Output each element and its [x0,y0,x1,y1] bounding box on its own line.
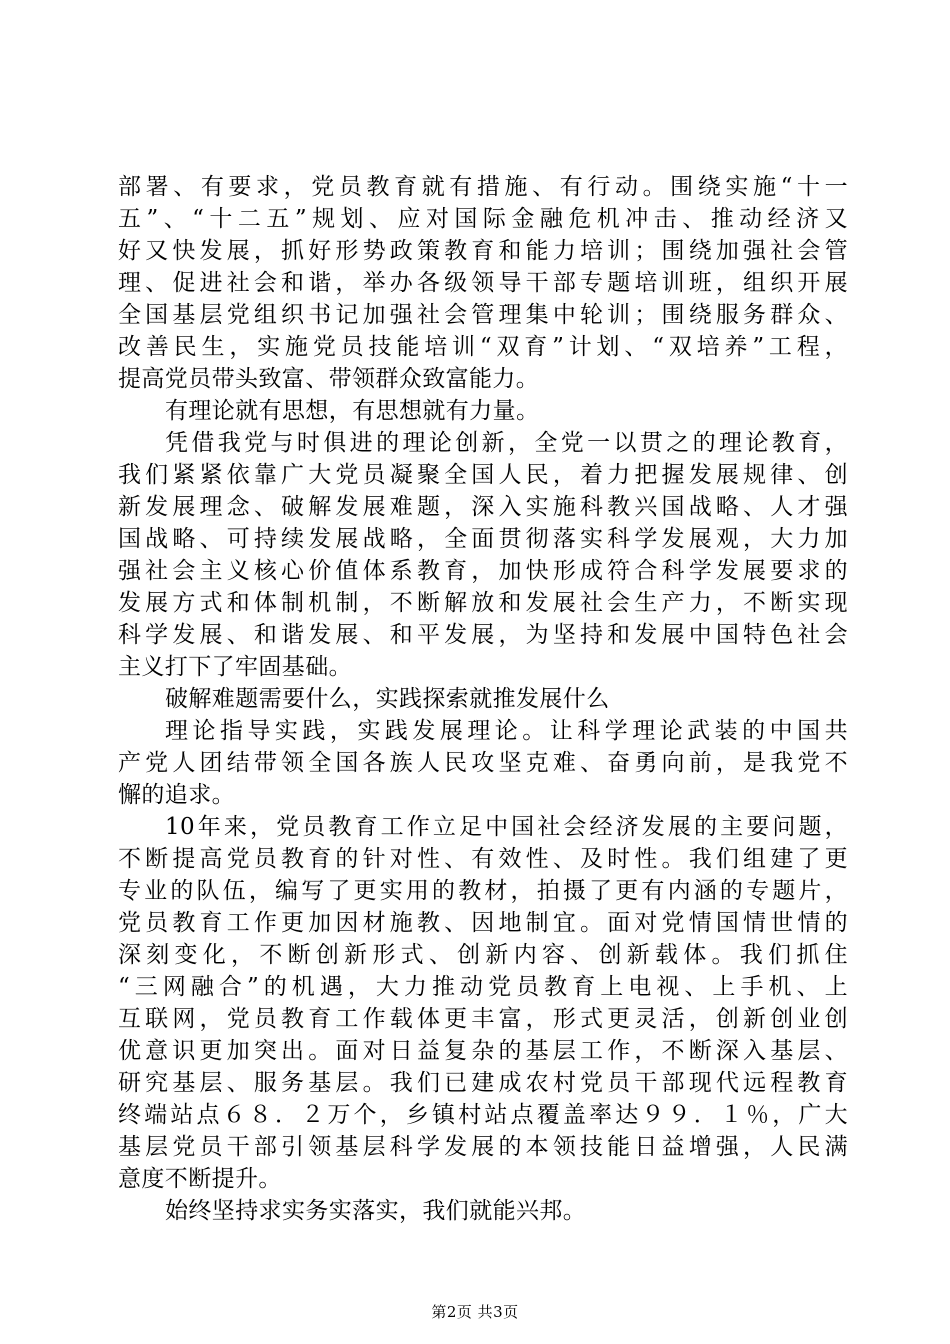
text-line: 五”、“十二五”规划、应对国际金融危机冲击、推动经济又 [118,206,848,232]
text-line: 产党人团结带领全国各族人民攻坚克难、奋勇向前，是我党不 [118,750,848,776]
text-line: 主义打下了牢固基础。 [118,654,352,680]
text-line: 懈的追求。 [118,782,235,808]
text-line: 基层党员干部引领基层科学发展的本领技能日益增强，人民满 [118,1134,848,1160]
text-line: 我们紧紧依靠广大党员凝聚全国人民，着力把握发展规律、创 [118,462,848,488]
text-line: 科学发展、和谐发展、和平发展，为坚持和发展中国特色社会 [118,622,848,648]
text-line: 理、促进社会和谐，举办各级领导干部专题培训班，组织开展 [118,270,848,296]
text-line: 党员教育工作更加因材施教、因地制宜。面对党情国情世情的 [118,910,848,936]
text-line: 优意识更加突出。面对日益复杂的基层工作，不断深入基层、 [118,1038,848,1064]
paragraph-heading: 破解难题需要什么，实践探索就推发展什么 [165,686,610,712]
text-line: “三网融合”的机遇，大力推动党员教育上电视、上手机、上 [118,974,848,1000]
paragraph-heading: 有理论就有思想，有思想就有力量。 [165,398,540,424]
text-line: 凭借我党与时俱进的理论创新，全党一以贯之的理论教育， [165,430,848,456]
text-line: 意度不断提升。 [118,1166,282,1192]
text-line: 新发展理念、破解发展难题，深入实施科教兴国战略、人才强 [118,494,848,520]
text-line: 不断提高党员教育的针对性、有效性、及时性。我们组建了更 [118,846,848,872]
text-line: 互联网，党员教育工作载体更丰富，形式更灵活，创新创业创 [118,1006,848,1032]
text-line: 提高党员带头致富、带领群众致富能力。 [118,366,540,392]
text-line: 终端站点６８．２万个，乡镇村站点覆盖率达９９．１％，广大 [118,1102,848,1128]
paragraph-heading: 始终坚持求实务实落实，我们就能兴邦。 [165,1198,587,1224]
document-body [118,171,848,1227]
text-line: 部署、有要求，党员教育就有措施、有行动。围绕实施“十一 [118,174,848,200]
page-footer: 第2页 共3页 [431,1303,519,1321]
text-line: 好又快发展，抓好形势政策教育和能力培训；围绕加强社会管 [118,238,848,264]
text-line: 全国基层党组织书记加强社会管理集中轮训；围绕服务群众、 [118,302,848,328]
text-line: 国战略、可持续发展战略，全面贯彻落实科学发展观，大力加 [118,526,848,552]
text-line: 理论指导实践，实践发展理论。让科学理论武装的中国共 [165,718,848,744]
text-line: 研究基层、服务基层。我们已建成农村党员干部现代远程教育 [118,1070,848,1096]
text-line: 深刻变化，不断创新形式、创新内容、创新载体。我们抓住 [118,942,848,968]
text-line: 10年来，党员教育工作立足中国社会经济发展的主要问题， [165,814,848,840]
text-line: 强社会主义核心价值体系教育，加快形成符合科学发展要求的 [118,558,848,584]
text-line: 发展方式和体制机制，不断解放和发展社会生产力，不断实现 [118,590,848,616]
text-line: 改善民生，实施党员技能培训“双育”计划、“双培养”工程， [118,334,848,360]
text-line: 专业的队伍，编写了更实用的教材，拍摄了更有内涵的专题片， [118,878,848,904]
